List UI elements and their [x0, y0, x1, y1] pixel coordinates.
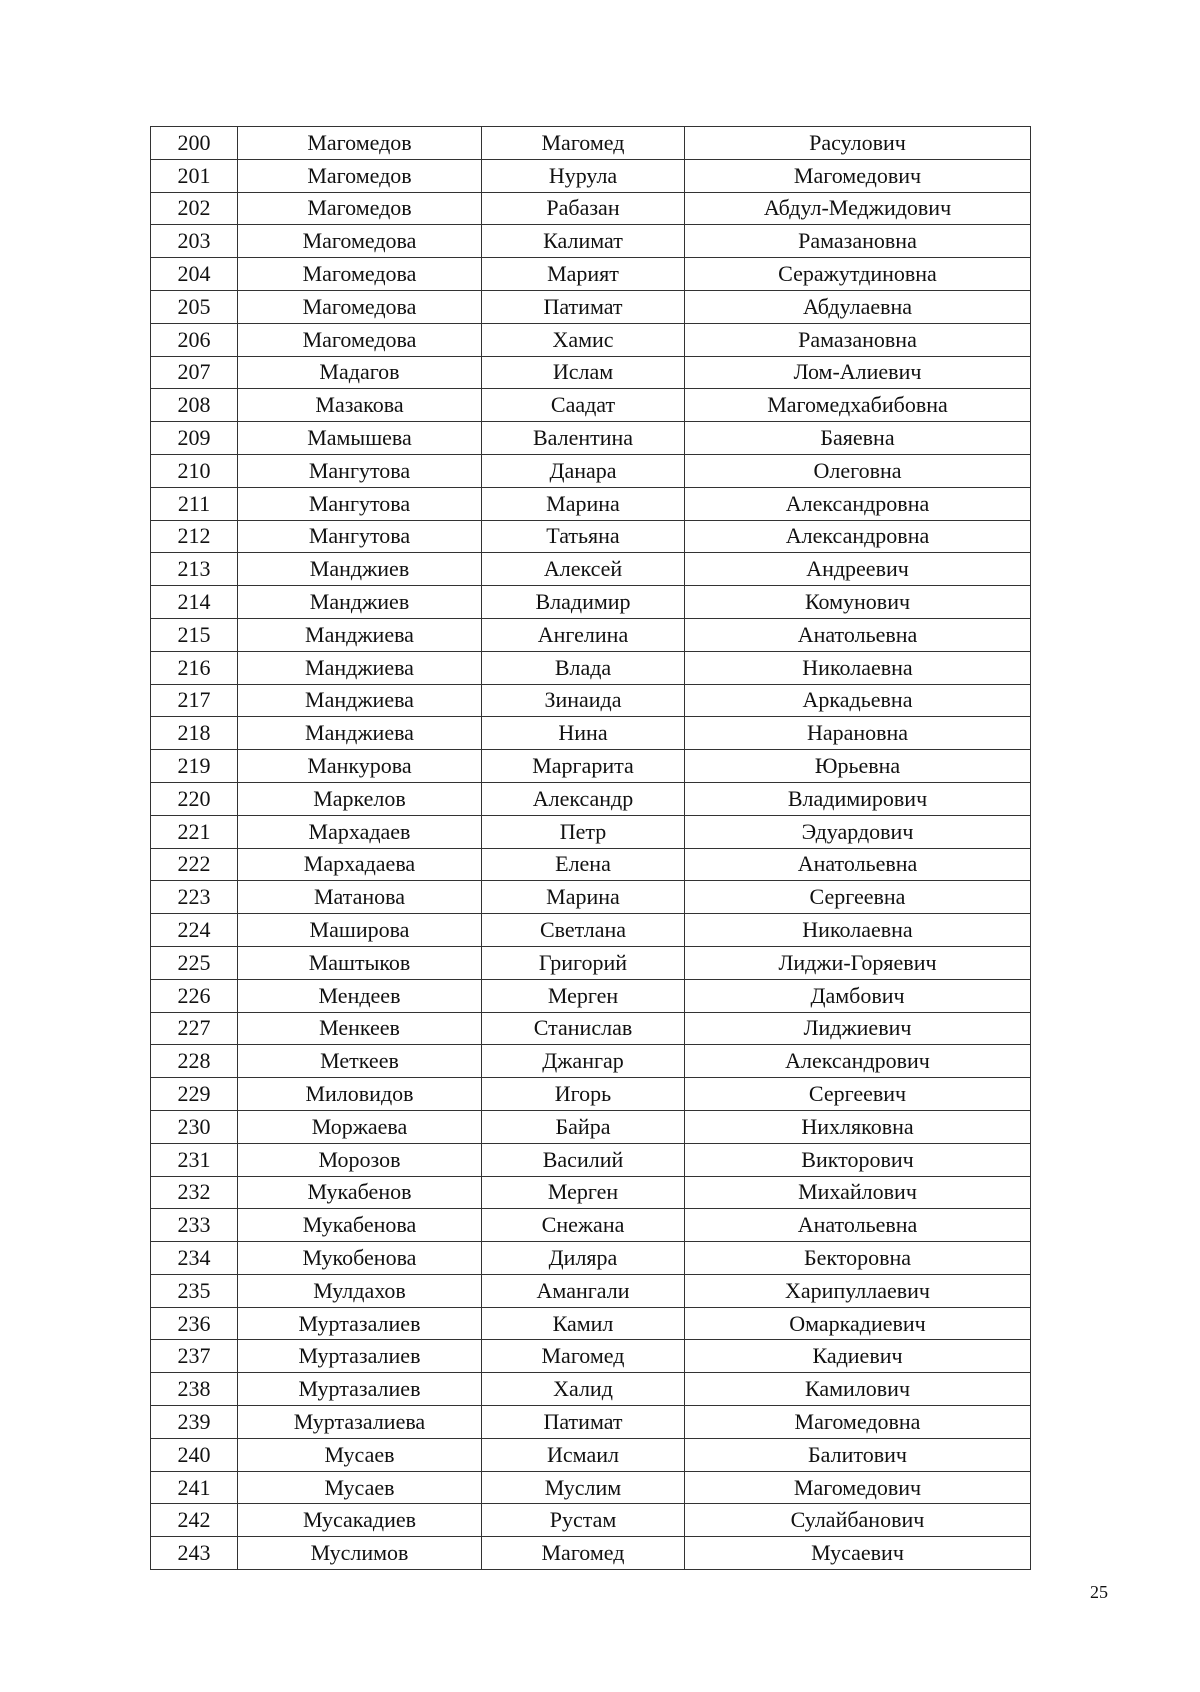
surname-cell: Матанова: [238, 881, 482, 914]
first-name-cell: Нина: [482, 717, 685, 750]
row-number: 220: [151, 782, 238, 815]
surname-cell: Мархадаева: [238, 848, 482, 881]
first-name-cell: Григорий: [482, 946, 685, 979]
first-name-cell: Патимат: [482, 290, 685, 323]
patronymic-cell: Сергеевна: [685, 881, 1031, 914]
surname-cell: Мадагов: [238, 356, 482, 389]
table-row: [151, 323, 1031, 356]
row-number: 216: [151, 651, 238, 684]
table-row: [151, 684, 1031, 717]
first-name-cell: Светлана: [482, 914, 685, 947]
row-number: 234: [151, 1242, 238, 1275]
first-name-cell: Алексей: [482, 553, 685, 586]
table-row: [151, 1438, 1031, 1471]
patronymic-cell: Серажутдиновна: [685, 258, 1031, 291]
row-number: 238: [151, 1373, 238, 1406]
table-row: [151, 914, 1031, 947]
first-name-cell: Камил: [482, 1307, 685, 1340]
row-number: 236: [151, 1307, 238, 1340]
table-row: [151, 618, 1031, 651]
table-row: [151, 422, 1031, 455]
first-name-cell: Байра: [482, 1110, 685, 1143]
patronymic-cell: Комунович: [685, 586, 1031, 619]
surname-cell: Мангутова: [238, 520, 482, 553]
patronymic-cell: Омаркадиевич: [685, 1307, 1031, 1340]
first-name-cell: Магомед: [482, 1340, 685, 1373]
table-row: [151, 258, 1031, 291]
patronymic-cell: Нихляковна: [685, 1110, 1031, 1143]
patronymic-cell: Абдулаевна: [685, 290, 1031, 323]
surname-cell: Магомедова: [238, 290, 482, 323]
row-number: 212: [151, 520, 238, 553]
table-row: [151, 487, 1031, 520]
surname-cell: Менкеев: [238, 1012, 482, 1045]
row-number: 239: [151, 1406, 238, 1439]
row-number: 237: [151, 1340, 238, 1373]
page-number: 25: [1090, 1582, 1108, 1602]
patronymic-cell: Лиджиевич: [685, 1012, 1031, 1045]
first-name-cell: Татьяна: [482, 520, 685, 553]
row-number: 203: [151, 225, 238, 258]
row-number: 229: [151, 1078, 238, 1111]
table-row: [151, 1340, 1031, 1373]
patronymic-cell: Юрьевна: [685, 750, 1031, 783]
table-row: [151, 1110, 1031, 1143]
first-name-cell: Муслим: [482, 1471, 685, 1504]
table-row: [151, 586, 1031, 619]
patronymic-cell: Нарановна: [685, 717, 1031, 750]
surname-cell: Мусаев: [238, 1438, 482, 1471]
patronymic-cell: Баяевна: [685, 422, 1031, 455]
first-name-cell: Влада: [482, 651, 685, 684]
row-number: 228: [151, 1045, 238, 1078]
row-number: 241: [151, 1471, 238, 1504]
row-number: 206: [151, 323, 238, 356]
patronymic-cell: Олеговна: [685, 454, 1031, 487]
row-number: 215: [151, 618, 238, 651]
patronymic-cell: Харипуллаевич: [685, 1274, 1031, 1307]
table-row: [151, 1504, 1031, 1537]
patronymic-cell: Михайлович: [685, 1176, 1031, 1209]
surname-cell: Муртазалиева: [238, 1406, 482, 1439]
patronymic-cell: Абдул-Меджидович: [685, 192, 1031, 225]
patronymic-cell: Расулович: [685, 127, 1031, 160]
first-name-cell: Мерген: [482, 979, 685, 1012]
patronymic-cell: Лиджи-Горяевич: [685, 946, 1031, 979]
first-name-cell: Нурула: [482, 159, 685, 192]
patronymic-cell: Анатольевна: [685, 618, 1031, 651]
first-name-cell: Марият: [482, 258, 685, 291]
surname-cell: Мангутова: [238, 454, 482, 487]
row-number: 204: [151, 258, 238, 291]
surname-cell: Муртазалиев: [238, 1307, 482, 1340]
surname-cell: Магомедова: [238, 258, 482, 291]
row-number: 208: [151, 389, 238, 422]
row-number: 222: [151, 848, 238, 881]
row-number: 211: [151, 487, 238, 520]
row-number: 214: [151, 586, 238, 619]
row-number: 201: [151, 159, 238, 192]
first-name-cell: Данара: [482, 454, 685, 487]
table-row: [151, 225, 1031, 258]
row-number: 226: [151, 979, 238, 1012]
patronymic-cell: Рамазановна: [685, 323, 1031, 356]
surname-cell: Маркелов: [238, 782, 482, 815]
surname-cell: Магомедов: [238, 159, 482, 192]
first-name-cell: Зинаида: [482, 684, 685, 717]
surname-cell: Мусакадиев: [238, 1504, 482, 1537]
surname-cell: Мархадаев: [238, 815, 482, 848]
row-number: 231: [151, 1143, 238, 1176]
row-number: 207: [151, 356, 238, 389]
row-number: 225: [151, 946, 238, 979]
table-row: [151, 1209, 1031, 1242]
first-name-cell: Маргарита: [482, 750, 685, 783]
row-number: 243: [151, 1537, 238, 1570]
table-row: [151, 1143, 1031, 1176]
first-name-cell: Саадат: [482, 389, 685, 422]
table-row: [151, 946, 1031, 979]
table-row: [151, 1045, 1031, 1078]
surname-cell: Моржаева: [238, 1110, 482, 1143]
row-number: 205: [151, 290, 238, 323]
surname-cell: Магомедов: [238, 127, 482, 160]
patronymic-cell: Анатольевна: [685, 848, 1031, 881]
row-number: 209: [151, 422, 238, 455]
row-number: 219: [151, 750, 238, 783]
row-number: 235: [151, 1274, 238, 1307]
surname-cell: Магомедова: [238, 225, 482, 258]
patronymic-cell: Бекторовна: [685, 1242, 1031, 1275]
surname-cell: Мукабенов: [238, 1176, 482, 1209]
row-number: 218: [151, 717, 238, 750]
patronymic-cell: Сулайбанович: [685, 1504, 1031, 1537]
first-name-cell: Валентина: [482, 422, 685, 455]
patronymic-cell: Магомедович: [685, 1471, 1031, 1504]
first-name-cell: Ангелина: [482, 618, 685, 651]
surname-cell: Манджиева: [238, 651, 482, 684]
table-row: [151, 782, 1031, 815]
surname-cell: Манджиева: [238, 717, 482, 750]
patronymic-cell: Викторович: [685, 1143, 1031, 1176]
first-name-cell: Исмаил: [482, 1438, 685, 1471]
table-row: [151, 127, 1031, 160]
patronymic-cell: Балитович: [685, 1438, 1031, 1471]
row-number: 227: [151, 1012, 238, 1045]
first-name-cell: Джангар: [482, 1045, 685, 1078]
first-name-cell: Диляра: [482, 1242, 685, 1275]
surname-cell: Мангутова: [238, 487, 482, 520]
surname-cell: Манджиева: [238, 618, 482, 651]
row-number: 232: [151, 1176, 238, 1209]
first-name-cell: Ислам: [482, 356, 685, 389]
patronymic-cell: Николаевна: [685, 651, 1031, 684]
surname-cell: Маштыков: [238, 946, 482, 979]
patronymic-cell: Андреевич: [685, 553, 1031, 586]
first-name-cell: Владимир: [482, 586, 685, 619]
table-row: [151, 553, 1031, 586]
surname-cell: Мукабенова: [238, 1209, 482, 1242]
patronymic-cell: Магомедович: [685, 159, 1031, 192]
row-number: 210: [151, 454, 238, 487]
row-number: 221: [151, 815, 238, 848]
first-name-cell: Магомед: [482, 127, 685, 160]
patronymic-cell: Рамазановна: [685, 225, 1031, 258]
patronymic-cell: Александрович: [685, 1045, 1031, 1078]
patronymic-cell: Камилович: [685, 1373, 1031, 1406]
row-number: 233: [151, 1209, 238, 1242]
surname-cell: Муслимов: [238, 1537, 482, 1570]
first-name-cell: Магомед: [482, 1537, 685, 1570]
row-number: 223: [151, 881, 238, 914]
first-name-cell: Халид: [482, 1373, 685, 1406]
first-name-cell: Мерген: [482, 1176, 685, 1209]
patronymic-cell: Дамбович: [685, 979, 1031, 1012]
row-number: 217: [151, 684, 238, 717]
table-row: [151, 389, 1031, 422]
table-row: [151, 1242, 1031, 1275]
surname-cell: Манджиев: [238, 553, 482, 586]
table-row: [151, 848, 1031, 881]
roster-table: [150, 126, 1031, 1570]
table-row: [151, 290, 1031, 323]
table-row: [151, 815, 1031, 848]
row-number: 202: [151, 192, 238, 225]
patronymic-cell: Лом-Алиевич: [685, 356, 1031, 389]
patronymic-cell: Сергеевич: [685, 1078, 1031, 1111]
first-name-cell: Елена: [482, 848, 685, 881]
surname-cell: Манджиев: [238, 586, 482, 619]
surname-cell: Магомедова: [238, 323, 482, 356]
table-row: [151, 192, 1031, 225]
surname-cell: Манкурова: [238, 750, 482, 783]
patronymic-cell: Кадиевич: [685, 1340, 1031, 1373]
surname-cell: Муртазалиев: [238, 1373, 482, 1406]
table-row: [151, 717, 1031, 750]
surname-cell: Меткеев: [238, 1045, 482, 1078]
first-name-cell: Амангали: [482, 1274, 685, 1307]
surname-cell: Морозов: [238, 1143, 482, 1176]
table-row: [151, 159, 1031, 192]
patronymic-cell: Эдуардович: [685, 815, 1031, 848]
table-row: [151, 1406, 1031, 1439]
row-number: 240: [151, 1438, 238, 1471]
surname-cell: Манджиева: [238, 684, 482, 717]
surname-cell: Муртазалиев: [238, 1340, 482, 1373]
table-row: [151, 1176, 1031, 1209]
table-row: [151, 1373, 1031, 1406]
patronymic-cell: Николаевна: [685, 914, 1031, 947]
patronymic-cell: Александровна: [685, 487, 1031, 520]
row-number: 213: [151, 553, 238, 586]
surname-cell: Мулдахов: [238, 1274, 482, 1307]
surname-cell: Маширова: [238, 914, 482, 947]
first-name-cell: Петр: [482, 815, 685, 848]
table-row: [151, 1307, 1031, 1340]
patronymic-cell: Владимирович: [685, 782, 1031, 815]
first-name-cell: Калимат: [482, 225, 685, 258]
surname-cell: Мукобенова: [238, 1242, 482, 1275]
table-row: [151, 454, 1031, 487]
table-row: [151, 1012, 1031, 1045]
table-row: [151, 1471, 1031, 1504]
roster-table-body: [151, 127, 1031, 1570]
row-number: 224: [151, 914, 238, 947]
table-row: [151, 750, 1031, 783]
table-row: [151, 979, 1031, 1012]
row-number: 200: [151, 127, 238, 160]
row-number: 230: [151, 1110, 238, 1143]
first-name-cell: Марина: [482, 881, 685, 914]
table-row: [151, 881, 1031, 914]
first-name-cell: Снежана: [482, 1209, 685, 1242]
patronymic-cell: Магомедовна: [685, 1406, 1031, 1439]
first-name-cell: Марина: [482, 487, 685, 520]
surname-cell: Миловидов: [238, 1078, 482, 1111]
patronymic-cell: Анатольевна: [685, 1209, 1031, 1242]
table-row: [151, 520, 1031, 553]
patronymic-cell: Мусаевич: [685, 1537, 1031, 1570]
first-name-cell: Хамис: [482, 323, 685, 356]
first-name-cell: Станислав: [482, 1012, 685, 1045]
first-name-cell: Рустам: [482, 1504, 685, 1537]
first-name-cell: Рабазан: [482, 192, 685, 225]
row-number: 242: [151, 1504, 238, 1537]
surname-cell: Магомедов: [238, 192, 482, 225]
first-name-cell: Игорь: [482, 1078, 685, 1111]
table-row: [151, 1274, 1031, 1307]
surname-cell: Мамышева: [238, 422, 482, 455]
first-name-cell: Патимат: [482, 1406, 685, 1439]
table-row: [151, 356, 1031, 389]
patronymic-cell: Магомедхабибовна: [685, 389, 1031, 422]
patronymic-cell: Александровна: [685, 520, 1031, 553]
surname-cell: Мендеев: [238, 979, 482, 1012]
surname-cell: Мусаев: [238, 1471, 482, 1504]
patronymic-cell: Аркадьевна: [685, 684, 1031, 717]
table-row: [151, 1537, 1031, 1570]
first-name-cell: Василий: [482, 1143, 685, 1176]
first-name-cell: Александр: [482, 782, 685, 815]
surname-cell: Мазакова: [238, 389, 482, 422]
table-row: [151, 651, 1031, 684]
table-row: [151, 1078, 1031, 1111]
